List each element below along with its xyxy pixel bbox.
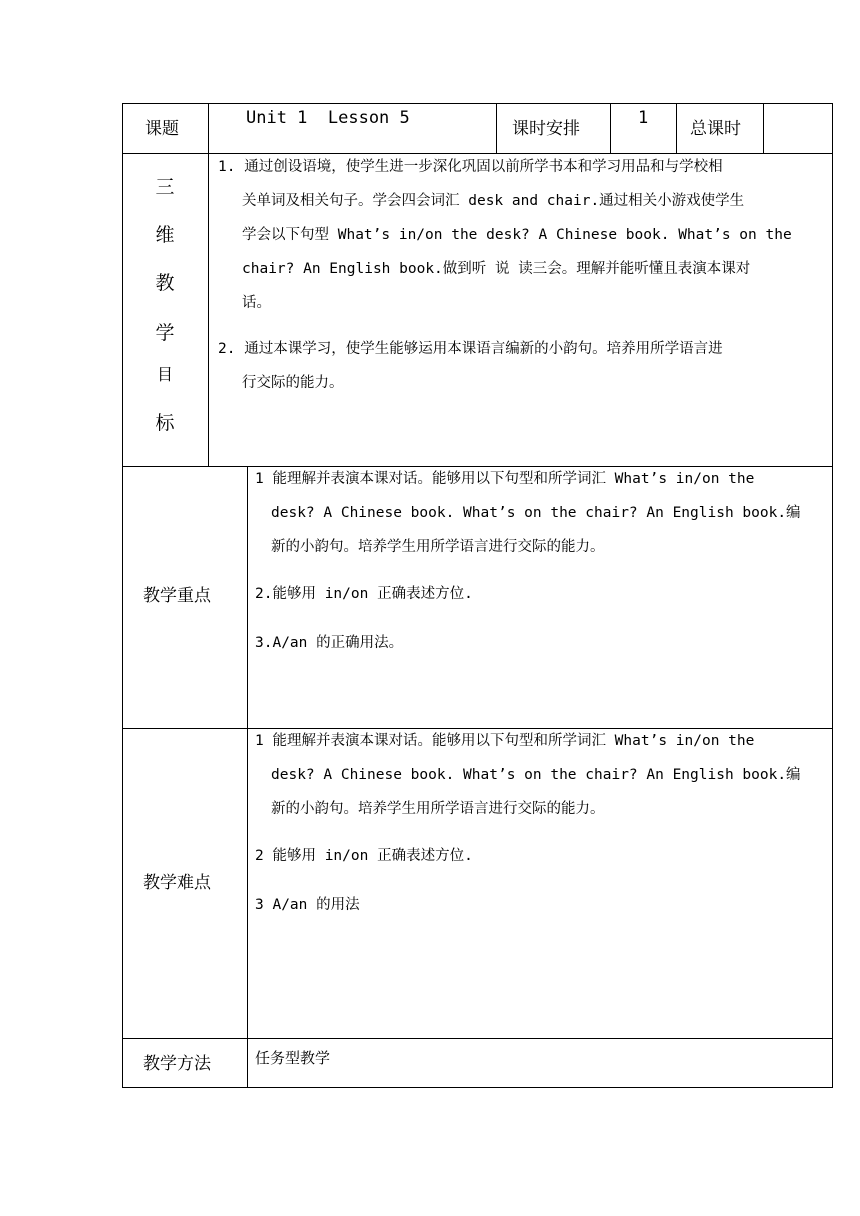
text-line: 1 能理解并表演本课对话。能够用以下句型和所学词汇 What’s in/on the — [255, 733, 755, 749]
objectives-label-char: 目 — [156, 365, 173, 384]
objectives-label-char: 标 — [155, 412, 175, 434]
method-label: 教学方法 — [143, 1054, 211, 1074]
table-border-left — [122, 103, 123, 1088]
objectives-item-2 — [218, 332, 723, 400]
objectives-label-char: 教 — [155, 272, 175, 294]
objectives-label-char: 维 — [155, 224, 175, 246]
key-points-item-1 — [255, 462, 801, 564]
difficulties-label: 教学难点 — [143, 873, 211, 893]
topic-value: Unit 1 Lesson 5 — [246, 108, 410, 128]
objectives-divider — [208, 153, 209, 466]
text-line: 1. 通过创设语境，使学生进一步深化巩固以前所学书本和学习用品和与学校相 — [218, 159, 723, 175]
difficulties-item-3: 3 A/an 的用法 — [255, 897, 360, 913]
header-divider-3 — [610, 103, 611, 153]
text-line: desk? A Chinese book. What’s on the chair? An English book.编 — [271, 767, 801, 783]
text-line: 2. 通过本课学习，使学生能够运用本课语言编新的小韵句。培养用所学语言进 — [218, 341, 723, 357]
body-divider — [247, 466, 248, 1088]
text-line: 学会以下句型 What’s in/on the desk? A Chinese book. What’s on the — [242, 227, 792, 243]
key-points-item-2: 2.能够用 in/on 正确表述方位. — [255, 586, 473, 602]
text-line: desk? A Chinese book. What’s on the chair? An English book.编 — [271, 505, 801, 521]
difficulties-item-2: 2 能够用 in/on 正确表述方位. — [255, 848, 473, 864]
text-line: 行交际的能力。 — [242, 375, 344, 391]
topic-label: 课题 — [145, 119, 179, 139]
key-points-label: 教学重点 — [143, 586, 211, 606]
key-points-item-3: 3.A/an 的正确用法。 — [255, 635, 404, 651]
table-border-bottom — [122, 1087, 833, 1088]
schedule-value: 1 — [638, 108, 649, 128]
header-divider-4 — [676, 103, 677, 153]
objectives-item-1 — [218, 150, 792, 320]
table-border-right — [832, 103, 833, 1088]
text-line: 话。 — [242, 295, 271, 311]
schedule-label: 课时安排 — [512, 119, 580, 139]
text-line: 新的小韵句。培养学生用所学语言进行交际的能力。 — [271, 539, 605, 555]
method-value: 任务型教学 — [255, 1049, 331, 1067]
objectives-label-char: 学 — [155, 322, 175, 344]
objectives-label-char: 三 — [155, 176, 175, 198]
header-divider-5 — [763, 103, 764, 153]
header-divider-1 — [208, 103, 209, 153]
header-divider-2 — [496, 103, 497, 153]
text-line: 新的小韵句。培养学生用所学语言进行交际的能力。 — [271, 801, 605, 817]
difficulties-item-1 — [255, 724, 801, 826]
text-line: chair? An English book.做到听 说 读三会。理解并能听懂且表演本课对 — [242, 261, 751, 277]
table-border-row4 — [122, 1038, 833, 1039]
total-label: 总课时 — [690, 119, 741, 139]
text-line: 关单词及相关句子。学会四会词汇 desk and chair.通过相关小游戏使学生 — [242, 193, 745, 209]
table-border-top — [122, 103, 833, 104]
text-line: 1 能理解并表演本课对话。能够用以下句型和所学词汇 What’s in/on the — [255, 471, 755, 487]
